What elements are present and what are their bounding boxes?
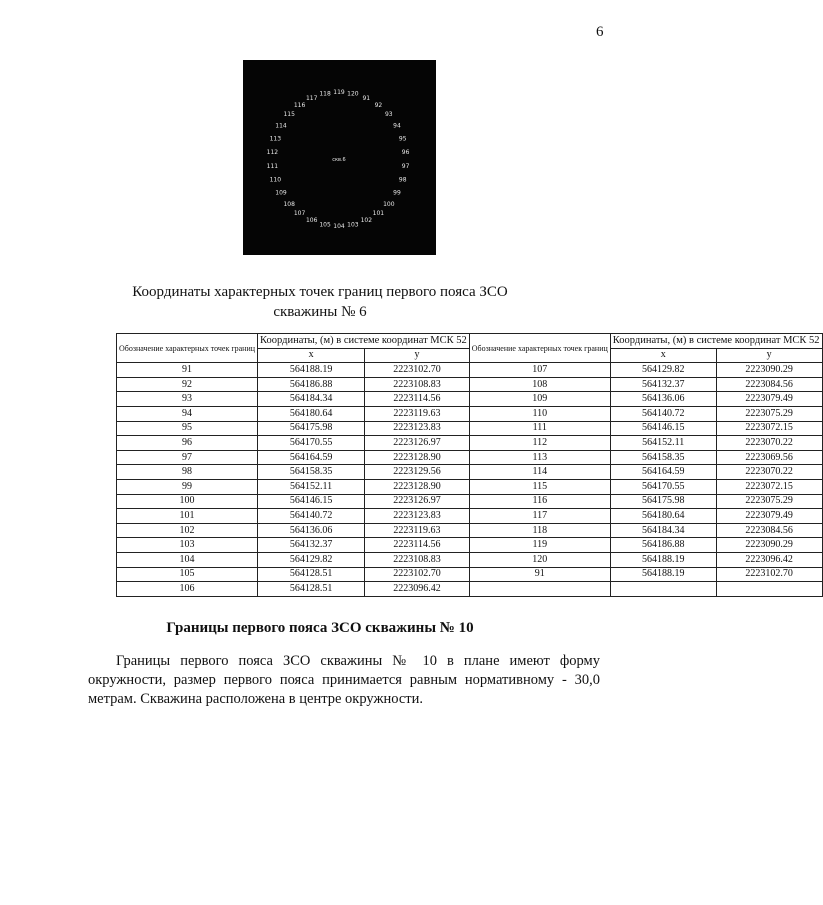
table-cell: 564158.35	[258, 465, 365, 480]
table-row	[117, 582, 823, 597]
table-cell: 112	[469, 436, 610, 451]
table-cell: 2223128.90	[365, 450, 470, 465]
table-cell: 2223114.56	[365, 538, 470, 553]
table-cell: 564146.15	[258, 494, 365, 509]
scheme-point-label: 113	[269, 135, 282, 143]
table-cell: 564186.88	[258, 377, 365, 392]
table-cell: 95	[117, 421, 258, 436]
table-row	[117, 363, 823, 378]
table-cell: 93	[117, 392, 258, 407]
table-cell: 2223072.15	[716, 479, 822, 494]
boundary-scheme-svg	[243, 60, 436, 255]
table-cell: 564175.98	[258, 421, 365, 436]
description-text: Границы первого пояса ЗСО скважины № 10 в плане имеют форму окружности, размер первого пояса принимается равным нормативному - 30,0 метрам. Скважина расположена в центре окружности.	[88, 653, 600, 707]
table-row	[117, 392, 823, 407]
table-row	[117, 436, 823, 451]
table-cell: 564188.19	[610, 567, 716, 582]
table-cell: 115	[469, 479, 610, 494]
table-cell: 105	[117, 567, 258, 582]
scheme-point-label: 110	[269, 176, 282, 184]
scheme-point-label: 118	[319, 90, 331, 98]
table-cell: 104	[117, 552, 258, 567]
scheme-point-label: 99	[393, 189, 401, 197]
scheme-point-label: 105	[319, 221, 331, 229]
table-cell: 564170.55	[610, 479, 716, 494]
scheme-point-label: 109	[275, 189, 287, 197]
table-row	[117, 377, 823, 392]
table-cell: 2223096.42	[365, 582, 470, 597]
table-cell: 564129.82	[258, 552, 365, 567]
coordinates-table	[116, 333, 823, 597]
table-cell: 2223070.22	[716, 436, 822, 451]
table-cell: 2223126.97	[365, 436, 470, 451]
header-coords-right: Координаты, (м) в системе координат МСК 52	[610, 334, 822, 349]
table-cell: 114	[469, 465, 610, 480]
table-caption-line2: скважины № 6	[273, 304, 367, 320]
boundary-scheme-image	[243, 60, 436, 255]
table-cell: 564128.51	[258, 567, 365, 582]
header-x-left: x	[258, 348, 365, 363]
table-cell: 2223123.83	[365, 509, 470, 524]
table-cell: 107	[469, 363, 610, 378]
header-point-left: Обозначение характерных точек границ	[117, 334, 258, 363]
table-cell: 564158.35	[610, 450, 716, 465]
table-cell: 2223079.49	[716, 392, 822, 407]
table-cell: 564184.34	[610, 523, 716, 538]
table-cell: 2223096.42	[716, 552, 822, 567]
scheme-point-label: 119	[333, 89, 345, 96]
table-row	[117, 567, 823, 582]
table-cell: 564132.37	[610, 377, 716, 392]
table-cell: 2223084.56	[716, 377, 822, 392]
table-cell: 98	[117, 465, 258, 480]
table-cell: 2223108.83	[365, 552, 470, 567]
table-cell: 564180.64	[610, 509, 716, 524]
table-cell: 2223090.29	[716, 363, 822, 378]
table-cell: 106	[117, 582, 258, 597]
table-cell: 564164.59	[610, 465, 716, 480]
table-cell: 2223114.56	[365, 392, 470, 407]
table-cell: 2223090.29	[716, 538, 822, 553]
table-row	[117, 538, 823, 553]
scheme-point-label: 91	[362, 94, 371, 102]
header-point-right: Обозначение характерных точек границ	[469, 334, 610, 363]
table-cell: 564152.11	[610, 436, 716, 451]
table-cell: 2223072.15	[716, 421, 822, 436]
scheme-point-label: 116	[293, 101, 306, 109]
table-cell: 120	[469, 552, 610, 567]
scheme-point-label: 95	[398, 135, 407, 143]
table-cell: 564136.06	[258, 523, 365, 538]
table-cell: 564129.82	[610, 363, 716, 378]
table-cell: 564184.34	[258, 392, 365, 407]
scheme-point-label: 101	[372, 210, 385, 218]
scheme-point-label: 107	[293, 210, 306, 218]
table-cell: 2223102.70	[716, 567, 822, 582]
table-cell: 564140.72	[258, 509, 365, 524]
scheme-point-label: 93	[384, 111, 393, 119]
scheme-point-label: 104	[333, 223, 345, 230]
table-cell: 110	[469, 406, 610, 421]
table-cell: 116	[469, 494, 610, 509]
table-row	[117, 450, 823, 465]
table-cell: 2223070.22	[716, 465, 822, 480]
table-cell	[716, 582, 822, 597]
table-cell: 564164.59	[258, 450, 365, 465]
table-cell: 108	[469, 377, 610, 392]
table-cell: 102	[117, 523, 258, 538]
table-cell: 2223102.70	[365, 363, 470, 378]
table-cell: 96	[117, 436, 258, 451]
scheme-point-label: 108	[283, 200, 295, 208]
scheme-point-label: 96	[401, 149, 410, 156]
table-cell: 91	[469, 567, 610, 582]
scheme-point-label: 97	[401, 163, 410, 170]
table-cell: 109	[469, 392, 610, 407]
table-cell: 92	[117, 377, 258, 392]
table-cell	[610, 582, 716, 597]
scheme-point-label: 98	[398, 176, 407, 184]
scheme-point-label: 120	[347, 90, 359, 98]
table-cell: 94	[117, 406, 258, 421]
table-cell: 2223075.29	[716, 406, 822, 421]
table-cell: 2223079.49	[716, 509, 822, 524]
scheme-point-label: 103	[347, 221, 359, 229]
section-title: Границы первого пояса ЗСО скважины № 10	[166, 620, 474, 636]
page-number: 6	[596, 24, 604, 40]
table-cell	[469, 582, 610, 597]
table-cell: 101	[117, 509, 258, 524]
table-cell: 564128.51	[258, 582, 365, 597]
table-cell: 564170.55	[258, 436, 365, 451]
table-cell: 2223069.56	[716, 450, 822, 465]
table-cell: 111	[469, 421, 610, 436]
header-coords-left: Координаты, (м) в системе координат МСК 52	[258, 334, 470, 349]
table-cell: 113	[469, 450, 610, 465]
table-cell: 564132.37	[258, 538, 365, 553]
scheme-point-label: 102	[360, 217, 373, 225]
scheme-point-label: 117	[305, 94, 318, 102]
description-paragraph	[88, 652, 600, 709]
table-row	[117, 406, 823, 421]
table-cell: 99	[117, 479, 258, 494]
table-cell: 564175.98	[610, 494, 716, 509]
table-row	[117, 509, 823, 524]
table-cell: 2223119.63	[365, 406, 470, 421]
table-cell: 103	[117, 538, 258, 553]
table-cell: 2223126.97	[365, 494, 470, 509]
table-cell: 2223108.83	[365, 377, 470, 392]
table-cell: 2223084.56	[716, 523, 822, 538]
scheme-point-label: 106	[305, 217, 318, 225]
scheme-point-label: 94	[393, 122, 401, 130]
table-cell: 564146.15	[610, 421, 716, 436]
header-x-right: x	[610, 348, 716, 363]
table-cell: 117	[469, 509, 610, 524]
table-cell: 97	[117, 450, 258, 465]
scheme-point-label: 114	[275, 122, 287, 130]
scheme-point-label: 100	[383, 200, 395, 208]
table-row	[117, 552, 823, 567]
table-cell: 564152.11	[258, 479, 365, 494]
table-row	[117, 421, 823, 436]
table-cell: 564186.88	[610, 538, 716, 553]
scheme-center-label: скв.6	[332, 157, 346, 163]
table-cell: 2223102.70	[365, 567, 470, 582]
table-cell: 119	[469, 538, 610, 553]
table-row	[117, 479, 823, 494]
table-cell: 564180.64	[258, 406, 365, 421]
scheme-point-label: 115	[283, 111, 295, 119]
header-y-left: у	[365, 348, 470, 363]
scheme-point-label: 111	[266, 163, 279, 170]
table-cell: 564188.19	[610, 552, 716, 567]
table-cell: 91	[117, 363, 258, 378]
table-cell: 564136.06	[610, 392, 716, 407]
table-cell: 2223075.29	[716, 494, 822, 509]
table-cell: 2223128.90	[365, 479, 470, 494]
table-cell: 564188.19	[258, 363, 365, 378]
table-cell: 100	[117, 494, 258, 509]
table-cell: 2223123.83	[365, 421, 470, 436]
table-cell: 2223129.56	[365, 465, 470, 480]
table-row	[117, 523, 823, 538]
table-row	[117, 465, 823, 480]
table-cell: 564140.72	[610, 406, 716, 421]
table-cell: 2223119.63	[365, 523, 470, 538]
header-y-right: у	[716, 348, 822, 363]
table-cell: 118	[469, 523, 610, 538]
table-caption-line1: Координаты характерных точек границ первого пояса ЗСО	[132, 284, 508, 300]
table-row	[117, 494, 823, 509]
scheme-point-label: 92	[374, 101, 383, 109]
scheme-point-label: 112	[266, 149, 279, 156]
